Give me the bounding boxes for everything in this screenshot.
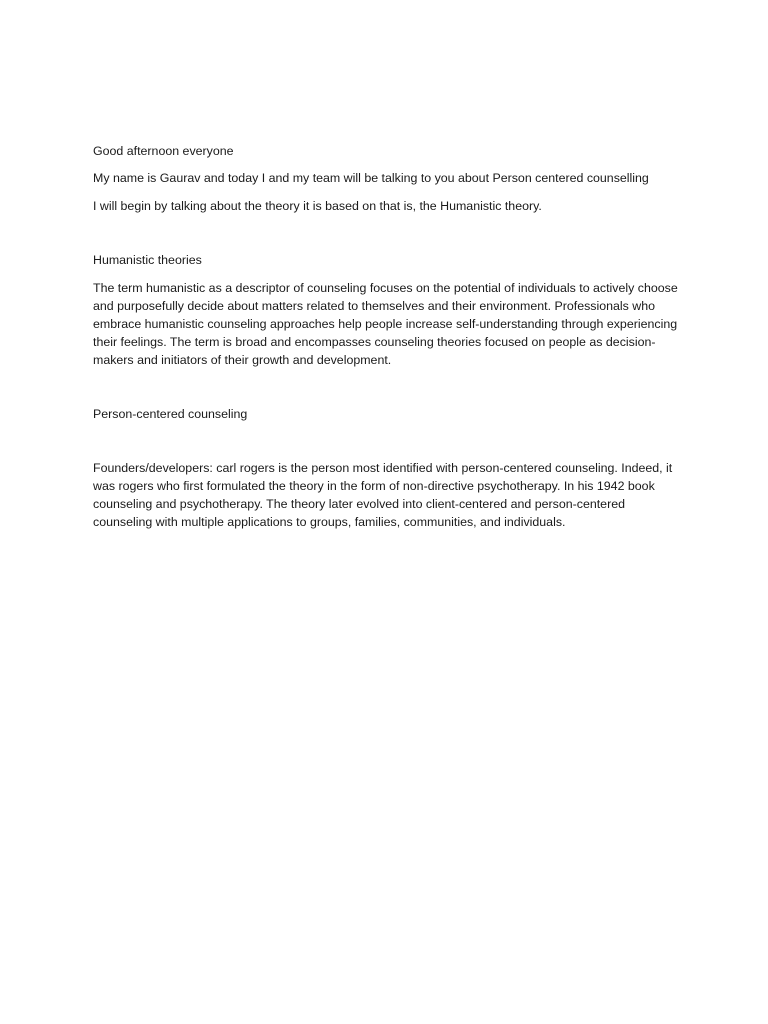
spacer <box>93 215 678 251</box>
theory-intro-paragraph: I will begin by talking about the theory it is based on that is, the Humanistic theory. <box>93 199 542 213</box>
document-body <box>93 142 678 531</box>
spacer <box>93 160 678 169</box>
spacer <box>93 269 678 279</box>
intro-paragraph: My name is Gaurav and today I and my team will be talking to you about Person centered counselling <box>93 171 649 185</box>
person-centered-heading: Person-centered counseling <box>93 407 248 421</box>
spacer <box>93 187 678 197</box>
humanistic-paragraph: The term humanistic as a descriptor of counseling focuses on the potential of individuals to actively choose and purposefully decide about matters related to themselves and their environment. Professionals who embrace humanistic counseling approaches help people increase self-understanding through experiencing their feelings. The term is broad and encompasses counseling theories focused on people as decision-makers and initiators of their growth and development. <box>93 281 678 367</box>
spacer <box>93 369 678 405</box>
greeting-paragraph: Good afternoon everyone <box>93 144 234 158</box>
spacer <box>93 423 678 459</box>
founders-paragraph: Founders/developers: carl rogers is the person most identified with person-centered counseling. Indeed, it was rogers who first formulated the theory in the form of non-directive psychotherapy. In his 1942 book counseling and psychotherapy. The theory later evolved into client-centered and person-centered counseling with multiple applications to groups, families, communities, and individuals. <box>93 461 673 529</box>
humanistic-heading: Humanistic theories <box>93 253 202 267</box>
